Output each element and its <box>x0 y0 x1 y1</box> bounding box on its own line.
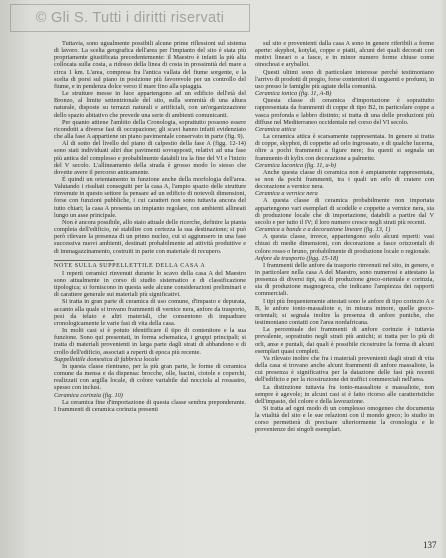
paragraph: Le strutture messe in luce appartengono ad un edificio dell'età del Bronzo, al limite settentrionale del sito, sulla sommità di una altura naturale, disposte su terrazzi naturali e artificiali, con un'organizzazione dello spazio abitativo che prevede una serie di ambienti comunicanti. <box>54 90 246 119</box>
paragraph: Anche questa classe di ceramica non è ampiamente rappresentata, se non da pochi frammenti, tra i quali un orlo di cratere con decorazione a vernice nera. <box>255 168 434 191</box>
paragraph: sul sito e provenienti dalla casa A sono in genere riferibili a forme aperte: skyphoi, kotylai, coppe e piatti, alcuni dei quali decorati con motivi lineari o a fasce, e in minor numero forme chiuse come oinochoai e aryballoi. <box>255 40 434 69</box>
subsection-heading: Ceramica a vernice nera <box>255 190 318 198</box>
paragraph: Si tratta in gran parte di ceramica di uso comune, d'impasto e depurata, accanto alla quale si trovano frammenti di vernice nera, anfore da trasporto, pesi da telaio e altri materiali, che consentono di inquadrare cronologicamente le varie fasi di vita della casa. <box>54 298 246 327</box>
paragraph: Per quanto attiene l'ambito della Cronologia, soprattutto possono essere ricondotti a diverse fasi di occupazione; gli scavi hanno infatti evidenziato che alla fase A appartiene un piano pavimentale conservato in parte (fig. 9). <box>54 118 246 141</box>
paragraph: Non è ancora possibile, allo stato attuale delle ricerche, definire la pianta completa dell'edificio, né stabilire con certezza la sua destinazione; si può però rilevare la presenza di un primo nucleo, cui si aggiunsero in una fase successiva nuovi ambienti, destinati probabilmente ad attività produttive e di immagazzinamento, costruiti in parte con materiale di recupero. <box>54 218 246 255</box>
paragraph: Va rilevato inoltre che fra i materiali provenienti dagli strati di vita della casa si trovano anche alcuni frammenti di anfore massaliote, la cui presenza è significativa per la datazione delle fasi più recenti dell'edificio e per la ricostruzione dei traffici commerciali nell'area. <box>255 354 434 384</box>
subsection-heading: Ceramica a bande e a decorazione lineare (fig. 13, 1) <box>255 226 391 234</box>
subsection-heading: Ceramica ionica (fig. 11, A-B) <box>255 90 332 98</box>
paragraph: Al di sotto del livello del piano di calpestio della fase A (figg. 12-14) sono stati individuati altri due pavimenti sovrapposti, relativi ad una fase più antica del complesso e probabilmente databili tra la fine del VI e l'inizio del V secolo. L'allineamento della strada è grosso modo lo stesso che dovette avere il percorso anticamente. <box>54 140 246 176</box>
right-text-column <box>255 40 434 434</box>
page-number: 137 <box>423 540 437 550</box>
subsection-heading: Ceramica attica <box>255 125 296 133</box>
left-text-column <box>54 40 246 413</box>
paragraph: La ceramica fine d'importazione di questa classe sembra preponderante. I frammenti di ceramica corinzia presenti <box>54 398 246 413</box>
section-heading: NOTE SULLA SUPPELLETTILE DELLA CASA A <box>54 262 206 269</box>
paragraph: In questa classe rientrano, per la più gran parte, le forme di ceramica comune da mensa e da dispensa: brocche, olle, bacini, ciotole e coperchi, realizzati con argilla locale, di colore variabile dal nocciola al rossastro, spesso con inclusi. <box>54 362 246 392</box>
paragraph: I tipi più frequentemente attestati sono le anfore di tipo corinzio A e B, le anfore ionio-massaliote e, in misura minore, quelle greco-orientali; si segnala inoltre la presenza di anfore puniche, che testimoniano contatti con l'area nordafricana. <box>255 297 434 327</box>
copyright-watermark: © Gli S. Tutti i diritti riservati <box>10 4 250 32</box>
section-rule <box>54 260 114 261</box>
paragraph: I reperti ceramici rinvenuti durante lo scavo della casa A del Maestro sono attualmente in corso di studio sistematico e di classificazione tipologica; si forniscono in questa sede alcune considerazioni preliminari e di carattere generale sui materiali più significativi. <box>54 269 246 299</box>
paragraph: A questa classe di ceramica probabilmente non importata appartengono vari esemplari di scodelle e coppette a vernice nera, sia di produzione locale che di importazione, databili a partire dal V secolo e per tutto il IV; il loro numero cresce negli strati più recenti. <box>255 197 434 226</box>
subsection-heading: Ceramica corinzia (fig. 10) <box>54 391 123 399</box>
paragraph: Questa classe di ceramica d'importazione è soprattutto rappresentata da frammenti di coppe di tipo B2, in particolare coppe a vasca profonda e labbro distinto; si tratta di una delle produzioni più diffuse nel Mediterraneo occidentale nel corso del VI secolo. <box>255 97 434 126</box>
paragraph: Si tratta ad ogni modo di un complesso omogeneo che documenta la vitalità del sito e le sue relazioni con il mondo greco; lo studio in corso permetterà di precisare ulteriormente la cronologia e le provenienze dei singoli esemplari. <box>255 404 434 434</box>
paragraph: La percentuale dei frammenti di anfore corinzie è tuttavia prevalente, soprattutto negli strati più antichi; si tratta per lo più di orli, anse e puntali, dai quali è possibile ricostruire la forma di alcuni esemplari quasi completi. <box>255 326 434 355</box>
paragraph: La distinzione tuttavia fra ionio-massaliote e massaliote, non sempre è agevole; in alcuni casi si è fatto ricorso alle caratteristiche dell'impasto, del colore e della lavorazione. <box>255 383 434 405</box>
paragraph: A questa classe, invece, appartengono solo alcuni reperti: vasi chiusi di medie dimensioni, con decorazione a fasce orizzontali di colore rosso o bruno, probabilmente di produzione locale o regionale. <box>255 233 434 255</box>
subsection-heading: Ceramica laconica (fig. 11, a-b) <box>255 161 337 169</box>
paragraph: I frammenti delle anfore da trasporto rinvenuti nel sito, in genere, e in particolare nella casa A del Maestro, sono numerosi e attestano la presenza di diversi tipi, sia di produzione greco-orientale e corinzia, sia di produzione magnogreca, che indicano l'ampiezza dei rapporti commerciali. <box>255 261 434 298</box>
paragraph: Tuttavia, sono ugualmente possibili alcune prime riflessioni sul sistema di lavoro. La scelta geografica dell'area per l'impianto del sito è stata più propriamente giustificata precedentemente: il Maestro è infatti la più alta collocata sulla costa, a ridosso della linea di costa in prossimità del mare a circa 1 km. L'area, compresa fra l'antica vallata del fiume sorgente, e la scelta di porsi sul piano in posizione più favorevole per un controllo del fiume, e in pendenza dolce verso il mare fino alla spiaggia. <box>54 40 246 90</box>
subsection-heading: Anfore da trasporto (figg. 15-18) <box>255 254 339 262</box>
paragraph: La ceramica attica è scarsamente rappresentata. In genere si tratta di coppe, skyphoi, di coppette ad orlo ingrossato, e di qualche lucerna, oltre a pochi frammenti a figure nere; fra questi si segnala un frammento di kylix con decorazione a palmette. <box>255 133 434 162</box>
paragraph: Questi ultimi sono di particolare interesse perché testimoniano l'arrivo di prodotti di pregio, forse contenitori di unguenti e profumi, in uso presso le famiglie più agiate della comunità. <box>255 68 434 90</box>
paragraph: È quindi un orientamento in funzione anche della morfologia dell'area. Valutando i risultati conseguiti per la casa A, l'ampio spazio delle strutture rinvenute in questo settore fa pensare ad un edificio di notevoli dimensioni, forse con funzioni pubbliche, i cui caratteri non sono tuttavia ancora del tutto chiari; la casa A presenta un impianto regolare, con ambienti allineati lungo un asse principale. <box>54 175 246 219</box>
subsection-heading: Suppellettile domestica di fabbrica locale <box>54 355 159 363</box>
paragraph: In molti casi si è potuto identificare il tipo di contenitore e la sua funzione. Sono qui presentati, in forma schematica, i gruppi principali; si tratta di materiali provenienti in larga parte dagli strati di abbandono e di crollo dell'edificio, associati a reperti di epoca più recente. <box>54 327 246 356</box>
